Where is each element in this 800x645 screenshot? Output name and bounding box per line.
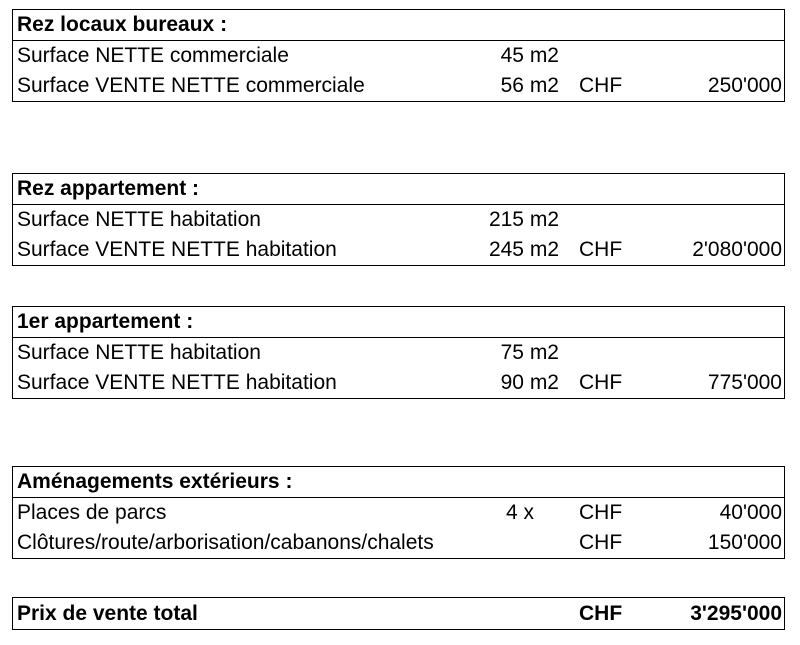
row-amount: 250'000 <box>707 74 782 97</box>
row-currency: CHF <box>579 531 623 554</box>
section-1er-appartement <box>12 306 785 399</box>
total-label: Prix de vente total <box>17 602 198 625</box>
section-rez-appartement <box>12 173 785 266</box>
row-label: Surface VENTE NETTE commerciale <box>17 74 365 97</box>
table-row <box>13 528 784 558</box>
row-label: Surface VENTE NETTE habitation <box>17 371 337 394</box>
row-label: Surface NETTE commerciale <box>17 44 289 67</box>
row-currency: CHF <box>579 238 623 261</box>
row-currency: CHF <box>579 74 623 97</box>
row-amount: 40'000 <box>719 501 782 524</box>
table-row <box>13 368 784 398</box>
row-label: Surface NETTE habitation <box>17 341 261 364</box>
table-row <box>13 338 784 368</box>
row-quantity: 45 m2 <box>500 44 559 67</box>
row-label: Surface VENTE NETTE habitation <box>17 238 337 261</box>
row-label: Clôtures/route/arborisation/cabanons/chalets <box>17 531 434 554</box>
section-title: Rez locaux bureaux : <box>13 10 784 41</box>
row-currency: CHF <box>579 501 623 524</box>
row-label: Places de parcs <box>17 501 167 524</box>
row-quantity: 215 m2 <box>488 208 559 231</box>
total-currency: CHF <box>579 602 623 625</box>
total-amount: 3'295'000 <box>690 602 782 625</box>
section-title: Aménagements extérieurs : <box>13 467 784 498</box>
section-title: Rez appartement : <box>13 174 784 205</box>
table-row <box>13 205 784 235</box>
row-quantity: 4 x <box>505 501 534 524</box>
row-amount: 150'000 <box>707 531 782 554</box>
row-amount: 2'080'000 <box>692 238 782 261</box>
row-quantity: 56 m2 <box>500 74 559 97</box>
row-currency: CHF <box>579 371 623 394</box>
row-quantity: 245 m2 <box>488 238 559 261</box>
section-title: 1er appartement : <box>13 307 784 338</box>
row-quantity: 75 m2 <box>500 341 559 364</box>
table-row <box>13 71 784 101</box>
row-amount: 775'000 <box>707 371 782 394</box>
section-rez-locaux-bureaux <box>12 9 785 102</box>
table-row <box>13 498 784 528</box>
row-label: Surface NETTE habitation <box>17 208 261 231</box>
table-row <box>13 41 784 71</box>
total-row <box>12 597 785 630</box>
section-amenagements-exterieurs <box>12 466 785 559</box>
table-row <box>13 235 784 265</box>
row-quantity: 90 m2 <box>500 371 559 394</box>
